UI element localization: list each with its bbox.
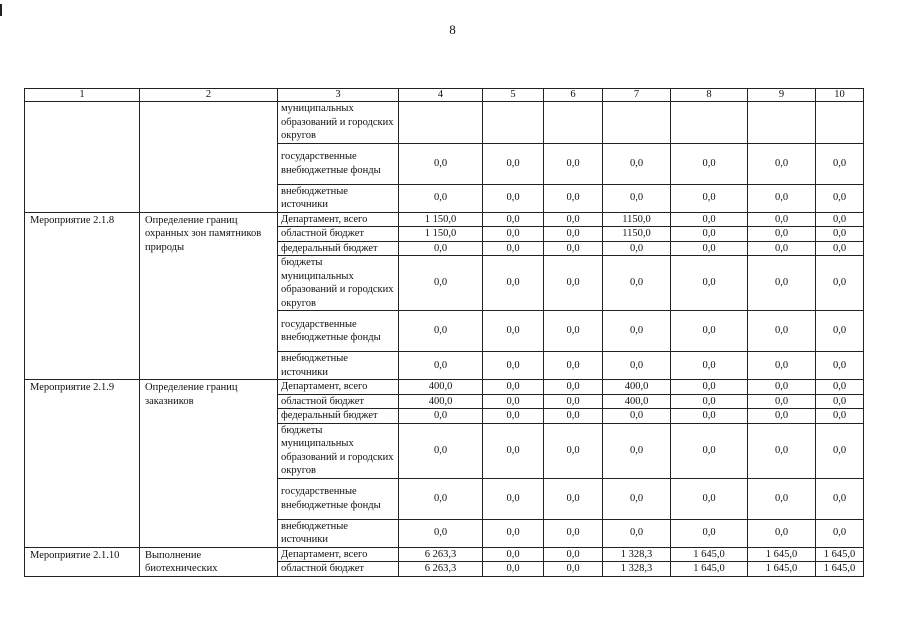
value-cell: 0,0 — [483, 212, 544, 227]
funding-source: внебюджетные источники — [278, 184, 399, 212]
value-cell: 0,0 — [748, 227, 816, 242]
value-cell: 0,0 — [544, 423, 603, 478]
funding-source: областной бюджет — [278, 562, 399, 577]
value-cell — [748, 102, 816, 144]
value-cell: 0,0 — [748, 256, 816, 311]
funding-source: федеральный бюджет — [278, 241, 399, 256]
value-cell: 0,0 — [816, 423, 864, 478]
value-cell: 0,0 — [544, 241, 603, 256]
value-cell: 0,0 — [483, 562, 544, 577]
funding-source: Департамент, всего — [278, 547, 399, 562]
value-cell: 0,0 — [748, 212, 816, 227]
value-cell: 1 645,0 — [671, 547, 748, 562]
value-cell: 0,0 — [748, 394, 816, 409]
value-cell — [671, 102, 748, 144]
funding-source: бюджеты муниципальных образований и городских округов — [278, 423, 399, 478]
value-cell: 0,0 — [483, 423, 544, 478]
activity-name: Определение границ заказников — [140, 380, 278, 548]
value-cell: 0,0 — [671, 184, 748, 212]
value-cell: 0,0 — [671, 352, 748, 380]
value-cell: 0,0 — [483, 241, 544, 256]
column-header: 10 — [816, 89, 864, 102]
funding-source: федеральный бюджет — [278, 409, 399, 424]
value-cell: 0,0 — [748, 478, 816, 519]
value-cell: 0,0 — [816, 352, 864, 380]
value-cell: 0,0 — [483, 409, 544, 424]
column-header: 9 — [748, 89, 816, 102]
value-cell: 0,0 — [748, 143, 816, 184]
activity-code-empty — [25, 102, 140, 213]
table-row — [25, 102, 864, 144]
value-cell: 0,0 — [748, 423, 816, 478]
value-cell: 0,0 — [816, 184, 864, 212]
value-cell: 1 645,0 — [816, 562, 864, 577]
value-cell: 0,0 — [399, 423, 483, 478]
value-cell: 0,0 — [671, 143, 748, 184]
value-cell: 1150,0 — [603, 212, 671, 227]
value-cell: 1 645,0 — [671, 562, 748, 577]
value-cell: 0,0 — [816, 394, 864, 409]
value-cell: 1150,0 — [603, 227, 671, 242]
value-cell: 0,0 — [399, 143, 483, 184]
value-cell: 0,0 — [748, 380, 816, 395]
column-header: 1 — [25, 89, 140, 102]
activity-code: Мероприятие 2.1.8 — [25, 212, 140, 380]
value-cell: 0,0 — [544, 562, 603, 577]
value-cell: 0,0 — [399, 256, 483, 311]
value-cell: 0,0 — [603, 352, 671, 380]
activity-code: Мероприятие 2.1.10 — [25, 547, 140, 576]
value-cell: 0,0 — [544, 519, 603, 547]
activity-code: Мероприятие 2.1.9 — [25, 380, 140, 548]
value-cell: 6 263,3 — [399, 547, 483, 562]
value-cell: 0,0 — [399, 241, 483, 256]
funding-source: внебюджетные источники — [278, 519, 399, 547]
funding-source: бюджеты муниципальных образований и городских округов — [278, 256, 399, 311]
value-cell: 0,0 — [671, 241, 748, 256]
value-cell: 0,0 — [603, 519, 671, 547]
column-header: 4 — [399, 89, 483, 102]
value-cell: 0,0 — [603, 184, 671, 212]
table-row — [25, 380, 864, 395]
value-cell: 0,0 — [816, 311, 864, 352]
value-cell: 0,0 — [748, 241, 816, 256]
column-header: 6 — [544, 89, 603, 102]
value-cell: 0,0 — [816, 212, 864, 227]
value-cell: 0,0 — [399, 311, 483, 352]
funding-source: Департамент, всего — [278, 212, 399, 227]
value-cell: 0,0 — [544, 227, 603, 242]
activity-name: Выполнение биотехнических — [140, 547, 278, 576]
funding-source: областной бюджет — [278, 394, 399, 409]
value-cell — [399, 102, 483, 144]
funding-source: муниципальных образований и городских округов — [278, 102, 399, 144]
value-cell: 400,0 — [603, 394, 671, 409]
value-cell: 0,0 — [544, 311, 603, 352]
funding-source: государственные внебюджетные фонды — [278, 143, 399, 184]
value-cell: 1 645,0 — [816, 547, 864, 562]
value-cell: 1 645,0 — [748, 547, 816, 562]
value-cell: 0,0 — [603, 143, 671, 184]
value-cell: 0,0 — [483, 143, 544, 184]
value-cell: 0,0 — [816, 256, 864, 311]
column-header: 8 — [671, 89, 748, 102]
table-row — [25, 547, 864, 562]
value-cell: 0,0 — [748, 519, 816, 547]
value-cell — [483, 102, 544, 144]
header-row — [25, 89, 864, 102]
value-cell: 1 150,0 — [399, 227, 483, 242]
value-cell: 0,0 — [748, 311, 816, 352]
scan-edge-mark — [0, 4, 2, 16]
value-cell: 0,0 — [671, 519, 748, 547]
value-cell: 0,0 — [399, 478, 483, 519]
funding-source: Департамент, всего — [278, 380, 399, 395]
value-cell: 0,0 — [671, 256, 748, 311]
value-cell: 0,0 — [603, 423, 671, 478]
value-cell: 0,0 — [603, 409, 671, 424]
value-cell: 400,0 — [603, 380, 671, 395]
value-cell: 0,0 — [544, 547, 603, 562]
value-cell: 0,0 — [671, 380, 748, 395]
value-cell: 0,0 — [483, 478, 544, 519]
value-cell: 0,0 — [399, 352, 483, 380]
value-cell: 0,0 — [816, 143, 864, 184]
value-cell: 0,0 — [748, 352, 816, 380]
funding-source: государственные внебюджетные фонды — [278, 311, 399, 352]
value-cell: 0,0 — [603, 256, 671, 311]
value-cell: 0,0 — [544, 143, 603, 184]
value-cell: 0,0 — [544, 394, 603, 409]
budget-table — [24, 88, 864, 577]
value-cell: 0,0 — [671, 311, 748, 352]
value-cell: 0,0 — [671, 212, 748, 227]
value-cell: 0,0 — [671, 227, 748, 242]
value-cell — [544, 102, 603, 144]
value-cell: 0,0 — [671, 409, 748, 424]
value-cell: 0,0 — [816, 478, 864, 519]
value-cell: 0,0 — [483, 311, 544, 352]
value-cell: 0,0 — [816, 227, 864, 242]
value-cell: 0,0 — [399, 519, 483, 547]
value-cell: 1 645,0 — [748, 562, 816, 577]
value-cell: 0,0 — [483, 352, 544, 380]
value-cell: 0,0 — [544, 380, 603, 395]
value-cell: 0,0 — [671, 394, 748, 409]
column-header: 7 — [603, 89, 671, 102]
value-cell: 0,0 — [544, 256, 603, 311]
value-cell: 0,0 — [544, 212, 603, 227]
value-cell: 0,0 — [671, 478, 748, 519]
value-cell: 1 328,3 — [603, 547, 671, 562]
value-cell — [603, 102, 671, 144]
value-cell: 0,0 — [544, 352, 603, 380]
activity-name-empty — [140, 102, 278, 213]
value-cell: 400,0 — [399, 380, 483, 395]
value-cell: 0,0 — [603, 478, 671, 519]
funding-source: государственные внебюджетные фонды — [278, 478, 399, 519]
funding-source: внебюджетные источники — [278, 352, 399, 380]
value-cell: 0,0 — [544, 184, 603, 212]
column-header: 2 — [140, 89, 278, 102]
value-cell: 0,0 — [748, 409, 816, 424]
table-row — [25, 212, 864, 227]
value-cell: 0,0 — [816, 409, 864, 424]
value-cell: 1 328,3 — [603, 562, 671, 577]
value-cell: 0,0 — [816, 380, 864, 395]
value-cell: 0,0 — [544, 478, 603, 519]
activity-name: Определение границ охранных зон памятников природы — [140, 212, 278, 380]
value-cell: 0,0 — [816, 241, 864, 256]
value-cell: 400,0 — [399, 394, 483, 409]
value-cell: 0,0 — [483, 380, 544, 395]
value-cell: 0,0 — [483, 547, 544, 562]
funding-source: областной бюджет — [278, 227, 399, 242]
value-cell: 0,0 — [671, 423, 748, 478]
value-cell: 0,0 — [544, 409, 603, 424]
value-cell: 0,0 — [483, 256, 544, 311]
value-cell: 6 263,3 — [399, 562, 483, 577]
value-cell: 0,0 — [483, 184, 544, 212]
column-header: 5 — [483, 89, 544, 102]
column-header: 3 — [278, 89, 399, 102]
value-cell: 0,0 — [399, 184, 483, 212]
value-cell: 0,0 — [603, 241, 671, 256]
page-number: 8 — [449, 22, 456, 37]
value-cell: 0,0 — [748, 184, 816, 212]
value-cell: 0,0 — [483, 227, 544, 242]
value-cell: 0,0 — [483, 394, 544, 409]
value-cell: 0,0 — [603, 311, 671, 352]
value-cell: 1 150,0 — [399, 212, 483, 227]
value-cell: 0,0 — [399, 409, 483, 424]
value-cell: 0,0 — [816, 519, 864, 547]
value-cell: 0,0 — [483, 519, 544, 547]
value-cell — [816, 102, 864, 144]
